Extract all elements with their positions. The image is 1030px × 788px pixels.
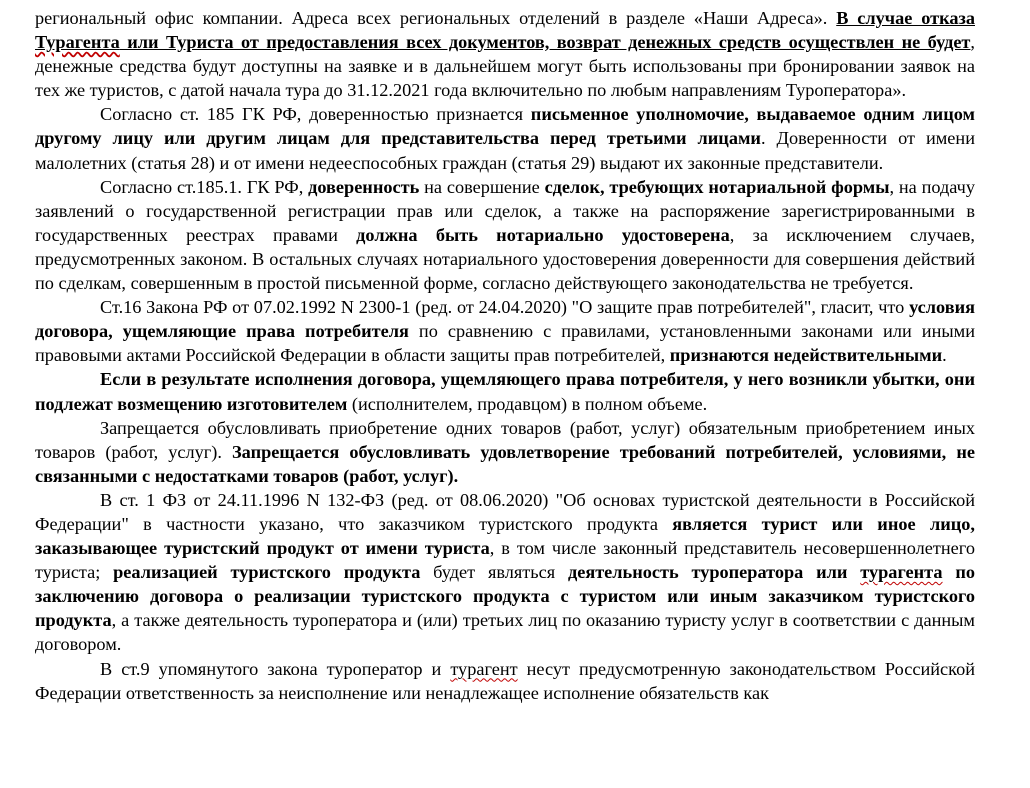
text-run: по сравнению с правилами, установленными законами или иными правовыми актами Российской Федерации в области защиты прав потребителей, xyxy=(35,321,975,366)
text-run: . xyxy=(942,345,947,366)
text-run: региональный офис компании. Адреса всех региональных отделений в разделе «Наши Адреса». xyxy=(35,8,837,28)
spellcheck-word: Турагента xyxy=(35,32,120,53)
text-run: Согласно ст.185.1. ГК РФ, xyxy=(100,176,309,197)
text-run: , на подачу заявлений о государственной регистрации прав или сделок, а также на распоряжение зарегистрированными в государственных реестрах правами xyxy=(35,176,975,245)
bold-text: реализацией туристского продукта xyxy=(113,562,421,583)
text-run: , за исключением случаев, предусмотренных законом. В остальных случаях нотариального удостоверения доверенности для совершения действий по сделкам, совершенным в простой письменной форме, согласно действующего законодательства не требуется. xyxy=(35,224,975,294)
text-run: В ст. 1 ФЗ от 24.11.1996 N 132-ФЗ (ред. от 08.06.2020) "Об основах туристской деятельности в Российской Федерации" в частности указано, что заказчиком туристского продукта xyxy=(35,489,975,534)
text-run: на совершение xyxy=(419,176,545,197)
bold-text: является турист или иное лицо, заказывающее туристский продукт от имени туриста xyxy=(35,513,976,559)
spellcheck-word: турагента xyxy=(860,562,943,583)
text-run: Запрещается обусловливать приобретение одних товаров (работ, услуг) обязательным приобретением иных товаров (работ, услуг). xyxy=(35,417,975,462)
text-run: (исполнителем, продавцом) в полном объеме. xyxy=(347,393,708,414)
text-run: В ст.9 упомянутого закона туроператор и xyxy=(100,658,451,679)
text-run: несут предусмотренную законодательством Российской Федерации ответственность за неисполнение или ненадлежащее исполнение обязательств как xyxy=(35,658,976,703)
text-run: . Доверенности от имени малолетних (статья 28) и от имени недееспособных граждан (статья 29) выдают их законные представители. xyxy=(35,128,975,173)
bold-text: В случае отказа xyxy=(836,8,975,28)
bold-text: доверенность xyxy=(308,176,420,197)
bold-text: Запрещается обусловливать удовлетворение требований потребителей, условиями, не связанными с недостатками товаров (работ, услуг). xyxy=(35,441,975,486)
text-run: , денежные средства будут доступны на заявке и в дальнейшем могут быть использованы при бронировании заявок на тех же туристов, с датой начала тура до 31.12.2021 года включительно по любым направлениям Туроператора». xyxy=(35,32,975,101)
text-run: , а также деятельность туроператора и (или) третьих лиц по оказанию туристу услуг в соответствии с данным договором. xyxy=(35,610,975,655)
spellcheck-word: турагент xyxy=(450,658,518,679)
bold-text: по заключению договора о реализации туристского продукта с туристом или иным заказчиком туристского продукта xyxy=(35,562,975,631)
paragraph-article-9 xyxy=(35,657,975,705)
paragraph-article-185-1 xyxy=(35,175,975,295)
bold-text: условия договора, ущемляющие права потребителя xyxy=(35,297,975,342)
bold-text: должна быть нотариально удостоверена xyxy=(356,224,730,245)
bold-text: Если в результате исполнения договора, ущемляющего права потребителя, у него возникли убытки, они подлежат возмещению изготовителем xyxy=(35,369,975,414)
paragraph-damages xyxy=(35,367,975,415)
paragraph-prohibition xyxy=(35,416,975,488)
paragraph-return-policy xyxy=(35,6,975,102)
text-run: Ст.16 Закона РФ от 07.02.1992 N 2300-1 (ред. от 24.04.2020) "О защите прав потребителей", гласит, что xyxy=(100,297,910,318)
bold-text: письменное уполномочие, выдаваемое одним лицом другому лицу или другим лицам для представительства перед третьими лицами xyxy=(35,104,975,149)
bold-text: деятельность туроператора или xyxy=(567,562,861,583)
text-run: , в том числе законный представитель несовершеннолетнего туриста; xyxy=(35,538,975,583)
bold-text: сделок, требующих нотариальной формы xyxy=(544,176,890,197)
bold-text: или Туриста от предоставления всех документов, возврат денежных средств осуществлен не будет xyxy=(119,32,971,53)
paragraph-article-185 xyxy=(35,102,975,174)
bold-text: признаются недействительными xyxy=(669,345,943,366)
text-run: будет являться xyxy=(420,562,568,583)
text-run: Согласно ст. 185 ГК РФ, доверенностью признается xyxy=(100,104,531,125)
document-page xyxy=(35,6,975,705)
paragraph-tourism-law xyxy=(35,488,975,657)
paragraph-consumer-law xyxy=(35,295,975,367)
